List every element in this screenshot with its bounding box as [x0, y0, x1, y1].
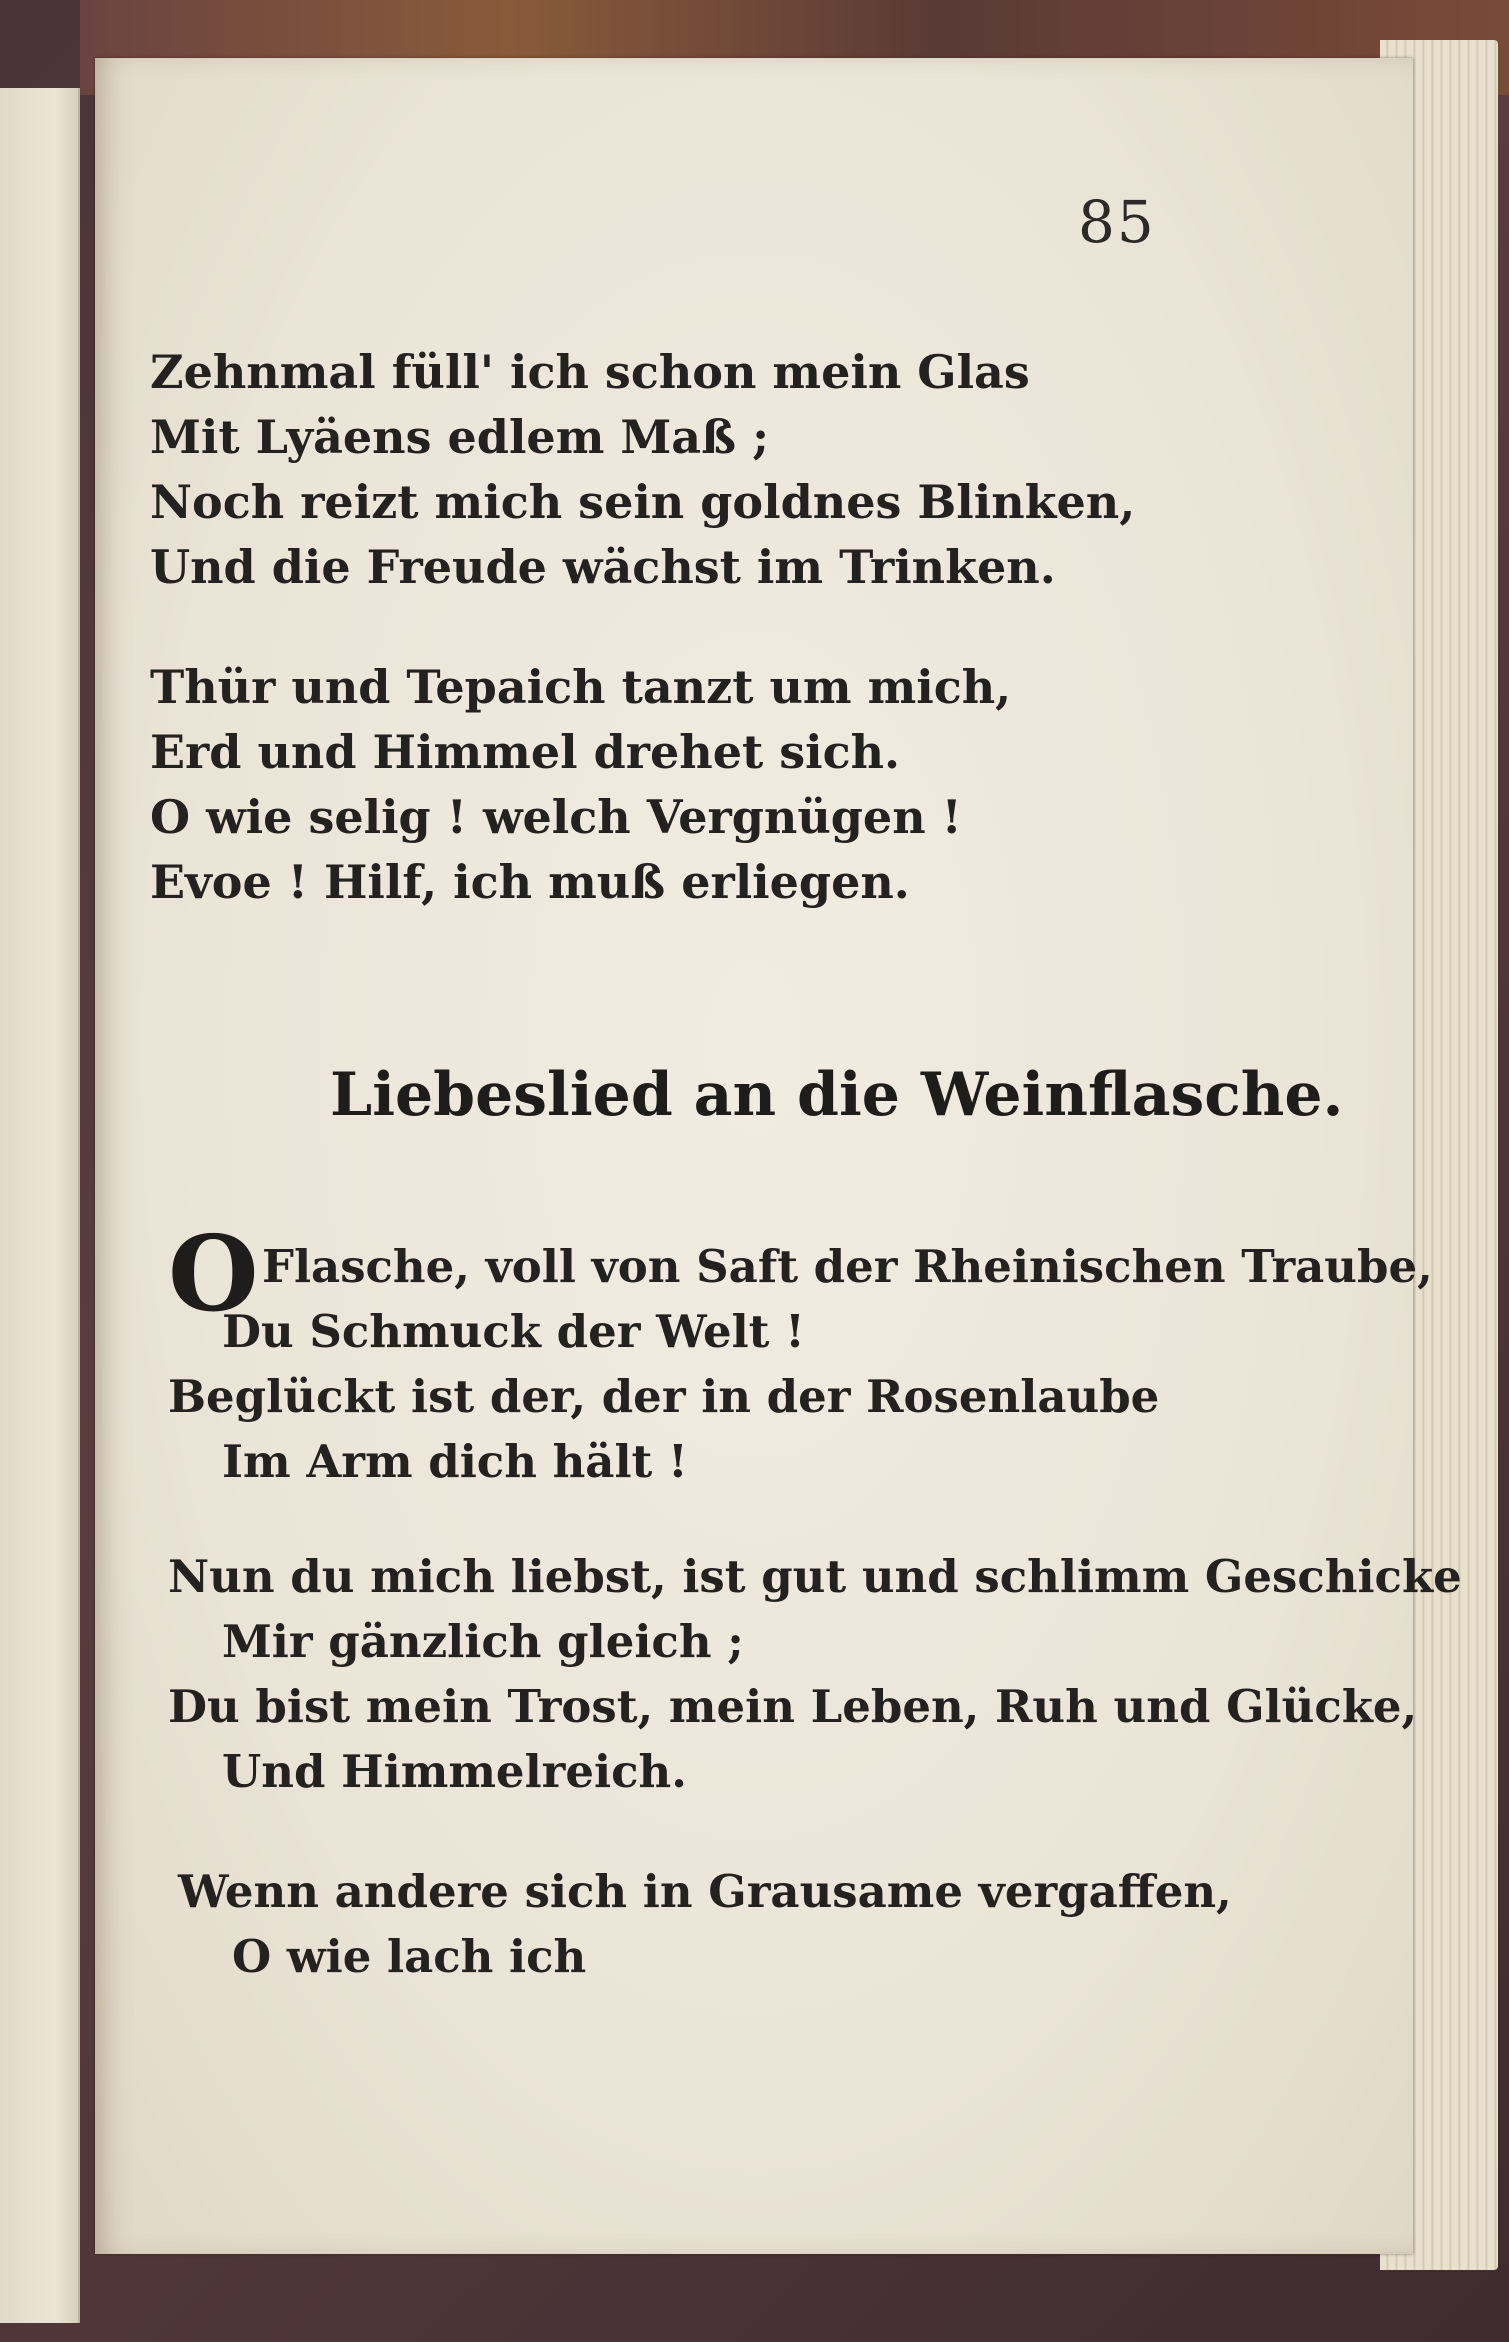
poem-line: Beglückt ist der, der in der Rosenlaube [168, 1370, 1160, 1423]
poem-line: Erd und Himmel drehet sich. [150, 725, 901, 779]
poem-line: Und die Freude wächst im Trinken. [150, 540, 1056, 594]
poem-line: Flasche, voll von Saft der Rheinischen Traube, [262, 1240, 1433, 1293]
facing-page-edge [0, 88, 80, 2323]
page-number: 85 [1078, 188, 1156, 256]
poem-line: Du bist mein Trost, mein Leben, Ruh und Glücke, [168, 1680, 1418, 1733]
poem-line: Wenn andere sich in Grausame vergaffen, [178, 1865, 1232, 1918]
poem-line: Du Schmuck der Welt ! [222, 1305, 805, 1358]
poem-line: O wie selig ! welch Vergnügen ! [150, 790, 962, 844]
poem-line: Noch reizt mich sein goldnes Blinken, [150, 475, 1136, 529]
poem-line: Nun du mich liebst, ist gut und schlimm Geschicke [168, 1550, 1462, 1603]
poem-line: O wie lach ich [232, 1930, 587, 1983]
poem-title: Liebeslied an die Weinflasche. [330, 1060, 1344, 1130]
poem-line: Mir gänzlich gleich ; [222, 1615, 744, 1668]
drop-cap: O [168, 1212, 259, 1335]
poem-line: Im Arm dich hält ! [222, 1435, 688, 1488]
poem-line: Thür und Tepaich tanzt um mich, [150, 660, 1012, 714]
poem-line: Und Himmelreich. [222, 1745, 687, 1798]
poem-line: Evoe ! Hilf, ich muß erliegen. [150, 855, 910, 909]
poem-line: Mit Lyäens edlem Maß ; [150, 410, 770, 464]
poem-line: Zehnmal füll' ich schon mein Glas [150, 345, 1030, 399]
